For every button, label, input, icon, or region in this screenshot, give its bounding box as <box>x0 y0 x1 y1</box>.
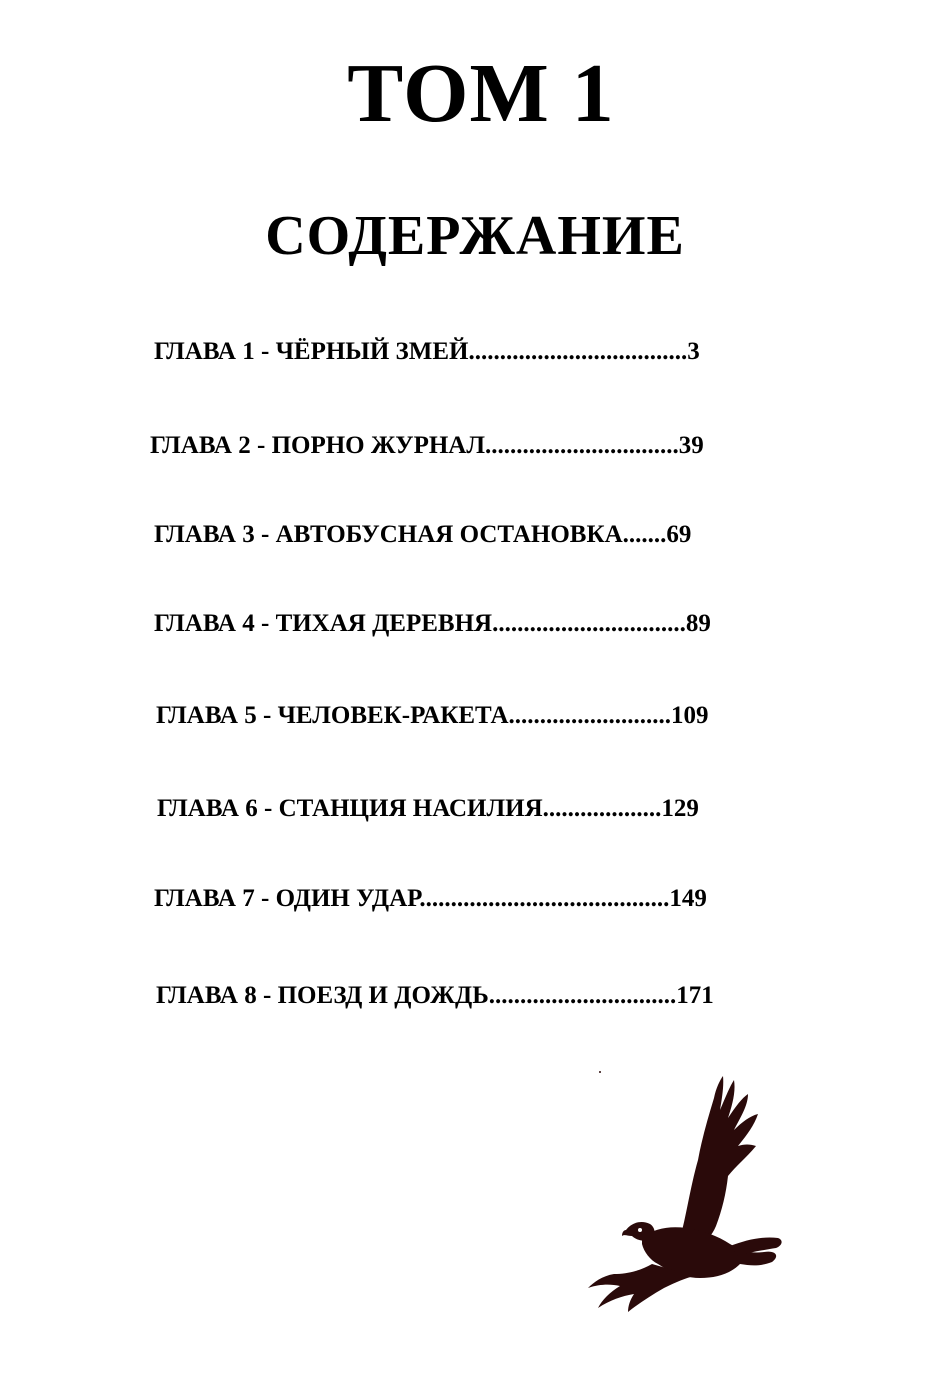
chapter-title: ЧЕЛОВЕК-РАКЕТА <box>277 702 509 729</box>
chapter-number: ГЛАВА 2 <box>150 432 251 459</box>
chapter-title: ПОЕЗД И ДОЖДЬ <box>277 982 489 1009</box>
contents-heading: СОДЕРЖАНИЕ <box>265 205 685 267</box>
dot-leader: ............................... <box>492 610 686 637</box>
chapter-title: ЧЁРНЫЙ ЗМЕЙ <box>275 338 469 365</box>
chapter-separator: - <box>254 338 276 365</box>
toc-entry-chapter-2[interactable] <box>150 428 704 464</box>
dot-leader: .......................... <box>508 702 672 729</box>
page-number: 3 <box>687 338 700 365</box>
chapter-number: ГЛАВА 4 <box>154 610 255 637</box>
chapter-separator: - <box>257 795 279 822</box>
chapter-title: ОДИН УДАР <box>275 885 420 912</box>
page-number: 171 <box>676 982 714 1009</box>
chapter-separator: - <box>250 432 272 459</box>
dot-leader: ........................................ <box>419 885 670 912</box>
page-number: 149 <box>669 885 707 912</box>
toc-entry-chapter-6[interactable] <box>157 791 699 827</box>
toc-entry-chapter-8[interactable] <box>156 978 714 1014</box>
toc-entry-chapter-1[interactable] <box>154 334 700 370</box>
chapter-number: ГЛАВА 5 <box>156 702 257 729</box>
chapter-title: ТИХАЯ ДЕРЕВНЯ <box>275 610 493 637</box>
page-number: 89 <box>685 610 711 637</box>
dot-leader: ................................... <box>468 338 688 365</box>
dot-leader: .............................. <box>488 982 677 1009</box>
page-number: 109 <box>671 702 709 729</box>
eagle-icon <box>580 1068 785 1313</box>
chapter-separator: - <box>256 702 278 729</box>
chapter-number: ГЛАВА 1 <box>154 338 255 365</box>
toc-entry-chapter-7[interactable] <box>154 881 707 917</box>
dot-leader: ................... <box>542 795 662 822</box>
toc-entry-chapter-3[interactable] <box>154 517 691 553</box>
page-number: 129 <box>661 795 699 822</box>
chapter-number: ГЛАВА 3 <box>154 521 255 548</box>
chapter-number: ГЛАВА 8 <box>156 982 257 1009</box>
chapter-title: СТАНЦИЯ НАСИЛИЯ <box>278 795 543 822</box>
toc-entry-chapter-4[interactable] <box>154 606 711 642</box>
dot-leader: ............................... <box>484 432 679 459</box>
chapter-separator: - <box>256 982 278 1009</box>
volume-title: ТОМ 1 <box>347 47 615 140</box>
chapter-number: ГЛАВА 6 <box>157 795 258 822</box>
page-number: 69 <box>666 521 692 548</box>
chapter-number: ГЛАВА 7 <box>154 885 255 912</box>
chapter-title: АВТОБУСНАЯ ОСТАНОВКА <box>275 521 623 548</box>
toc-entry-chapter-5[interactable] <box>156 698 709 734</box>
chapter-separator: - <box>254 885 276 912</box>
page-number: 39 <box>678 432 704 459</box>
chapter-separator: - <box>254 521 276 548</box>
dot-leader: ....... <box>622 521 667 548</box>
chapter-separator: - <box>254 610 276 637</box>
chapter-title: ПОРНО ЖУРНАЛ <box>271 432 485 459</box>
